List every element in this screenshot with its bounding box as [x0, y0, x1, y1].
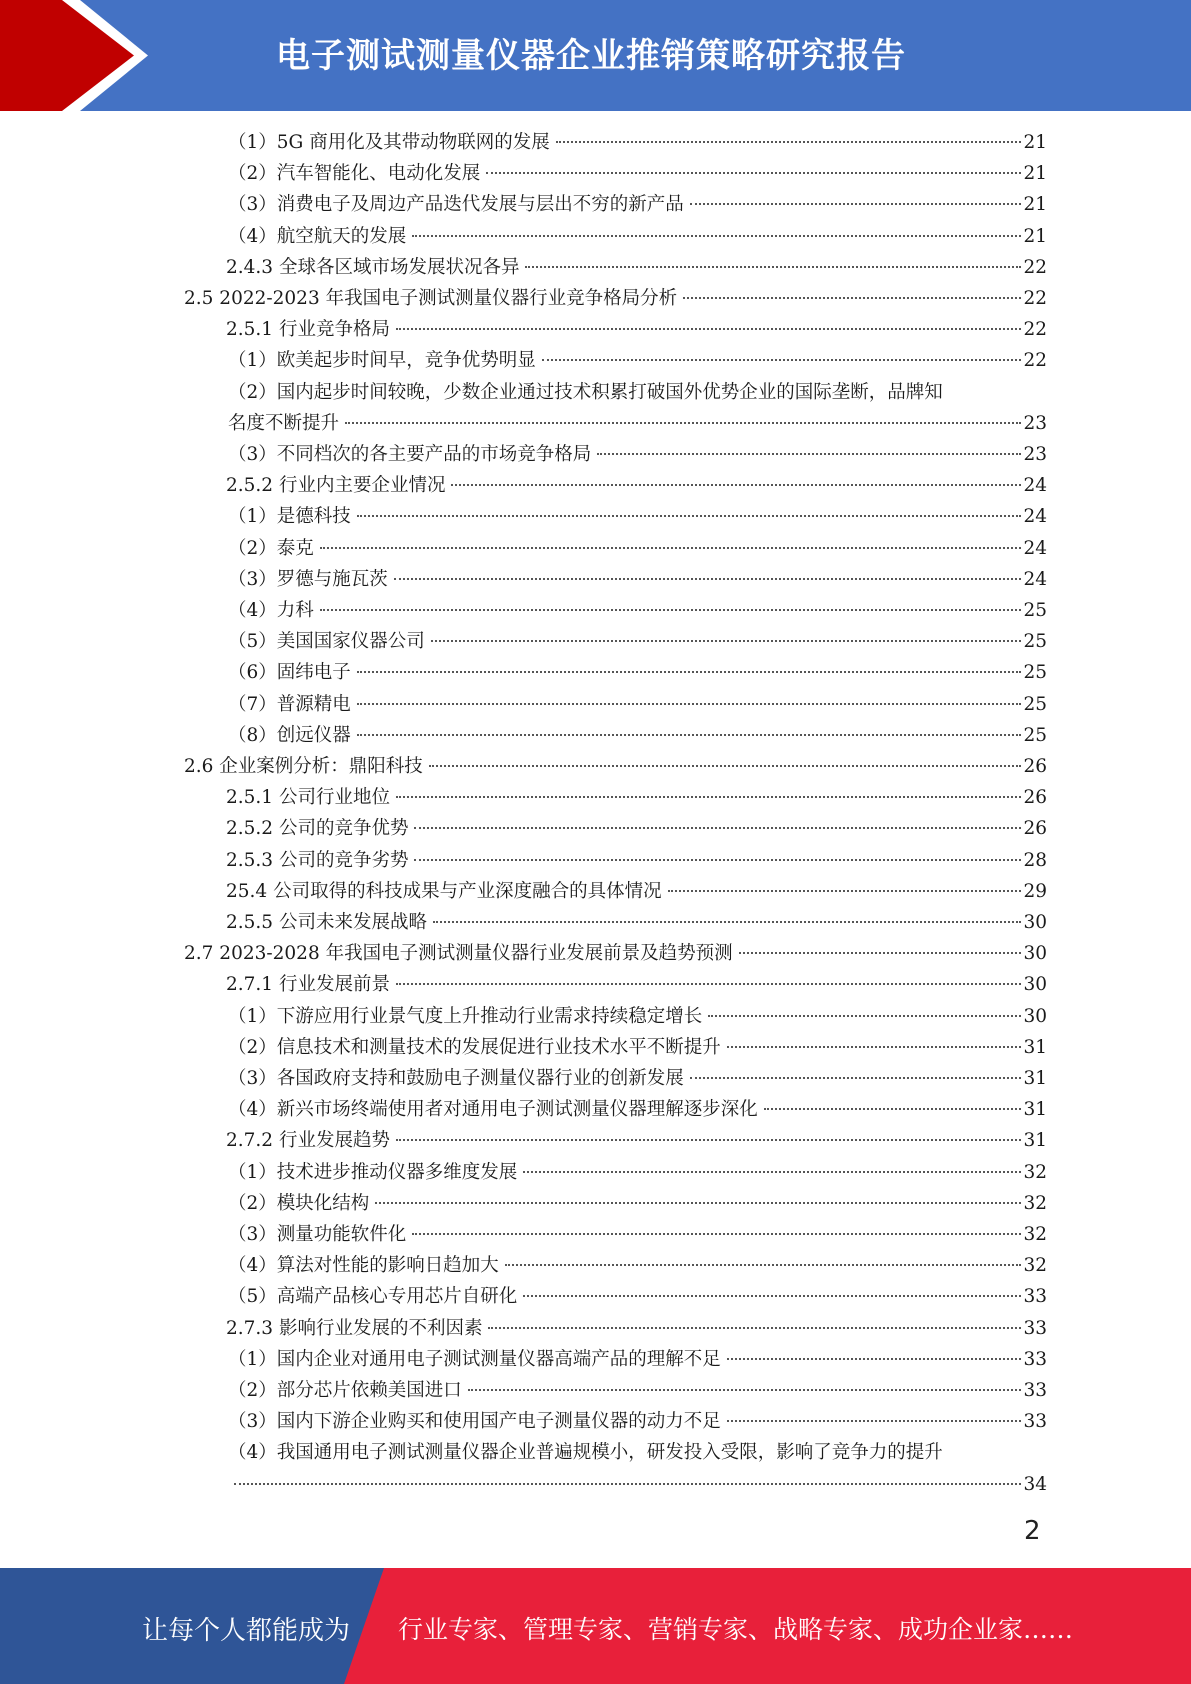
toc-leader-dots [396, 1139, 1021, 1141]
toc-leader-dots [523, 1171, 1021, 1173]
toc-page-number: 33 [1023, 1348, 1047, 1370]
toc-leader-dots [451, 484, 1021, 486]
toc-page-number: 24 [1023, 475, 1047, 497]
toc-page-number: 24 [1023, 568, 1047, 590]
toc-page-number: 31 [1023, 1130, 1047, 1152]
toc-entry-text: （7）普源精电 [228, 693, 351, 715]
toc-entry[interactable] [228, 158, 1047, 189]
toc-page-number: 22 [1023, 256, 1047, 278]
toc-entry[interactable] [228, 595, 1047, 626]
toc-entry-text: （1）5G 商用化及其带动物联网的发展 [228, 132, 550, 153]
toc-leader-dots [375, 1202, 1021, 1204]
toc-entry[interactable] [228, 1469, 1047, 1500]
toc-page-number: 21 [1023, 225, 1047, 247]
header-chevron-graphic [0, 0, 160, 111]
toc-page-number: 34 [1023, 1473, 1047, 1495]
toc-leader-dots [739, 952, 1022, 954]
toc-entry[interactable] [226, 470, 1047, 501]
toc-entry-text: 2.7.1 行业发展前景 [226, 974, 390, 996]
toc-page-number: 32 [1023, 1224, 1047, 1245]
toc-leader-dots [690, 1077, 1022, 1079]
footer-slogan-right: 行业专家、管理专家、营销专家、战略专家、成功企业家…… [398, 1615, 1074, 1644]
toc-entry-text: 2.4.3 全球各区域市场发展状况各异 [226, 256, 520, 278]
toc-entry-text: 2.5.2 公司的竞争优势 [226, 818, 409, 840]
toc-entry-text: 2.5.5 公司未来发展战略 [226, 912, 427, 933]
toc-page-number: 33 [1023, 1317, 1047, 1339]
toc-leader-dots [505, 1264, 1022, 1266]
toc-page-number: 22 [1023, 350, 1047, 372]
toc-page-number: 32 [1023, 1161, 1047, 1183]
toc-entry-text: （2）汽车智能化、电动化发展 [228, 163, 481, 185]
toc-entry[interactable] [226, 845, 1047, 876]
toc-entry-text: 2.7.2 行业发展趋势 [226, 1130, 390, 1152]
toc-entry-text: （4）新兴市场终端使用者对通用电子测试测量仪器理解逐步深化 [228, 1099, 758, 1121]
page-header [0, 0, 1191, 111]
toc-page-number: 25 [1023, 631, 1047, 653]
toc-leader-dots [764, 1108, 1022, 1110]
toc-entry-text: （1）技术进步推动仪器多维度发展 [228, 1161, 518, 1183]
toc-leader-dots [668, 890, 1022, 892]
document-title: 电子测试测量仪器企业推销策略研究报告 [276, 36, 906, 76]
toc-entry[interactable] [228, 533, 1047, 564]
toc-entry-text: （4）算法对性能的影响日趋加大 [228, 1255, 499, 1277]
toc-leader-dots [433, 921, 1021, 923]
toc-entry[interactable] [226, 907, 1047, 938]
toc-entry[interactable] [228, 439, 1047, 470]
toc-page-number: 23 [1023, 412, 1047, 434]
toc-leader-dots [708, 1015, 1021, 1017]
toc-entry-text: （3）不同档次的各主要产品的市场竞争格局 [228, 444, 592, 465]
toc-entry-text: 2.5.1 行业竞争格局 [226, 319, 390, 341]
toc-page-number: 25 [1023, 693, 1047, 715]
toc-leader-dots [357, 703, 1022, 705]
toc-entry[interactable] [226, 1313, 1047, 1344]
toc-entry-text: 2.5.2 行业内主要企业情况 [226, 475, 446, 497]
toc-page-number: 21 [1023, 163, 1047, 185]
toc-entry[interactable] [228, 1344, 1047, 1375]
toc-entry-text: 2.7 2023-2028 年我国电子测试测量仪器行业发展前景及趋势预测 [184, 943, 733, 965]
toc-leader-dots [556, 141, 1022, 143]
toc-leader-dots [523, 1295, 1021, 1297]
toc-entry[interactable] [228, 1406, 1047, 1437]
toc-entry-text: 2.5 2022-2023 年我国电子测试测量仪器行业竞争格局分析 [184, 288, 678, 309]
toc-page-number: 29 [1023, 880, 1047, 902]
toc-entry-text: 2.5.1 公司行业地位 [226, 787, 390, 809]
toc-entry[interactable] [228, 1188, 1047, 1219]
toc-leader-dots [412, 1233, 1021, 1235]
toc-leader-dots [429, 765, 1022, 767]
toc-entry-text: （2）部分芯片依赖美国进口 [228, 1380, 462, 1401]
toc-entry[interactable] [226, 969, 1047, 1000]
toc-page-number: 33 [1023, 1286, 1047, 1308]
toc-entry[interactable] [226, 782, 1047, 813]
toc-page-number: 31 [1023, 1036, 1047, 1058]
toc-entry[interactable] [228, 221, 1047, 252]
toc-page-number: 24 [1023, 506, 1047, 528]
toc-entry-text: （6）固纬电子 [228, 662, 351, 684]
toc-entry-text: （3）各国政府支持和鼓励电子测量仪器行业的创新发展 [228, 1068, 684, 1089]
toc-entry[interactable] [228, 720, 1047, 751]
toc-entry-text: （5）美国国家仪器公司 [228, 631, 425, 653]
toc-page-number: 26 [1023, 787, 1047, 809]
toc-entry-text: 2.6 企业案例分析：鼎阳科技 [184, 756, 423, 777]
toc-page-number: 22 [1023, 288, 1047, 309]
toc-leader-dots [597, 453, 1021, 455]
toc-entry-text[interactable]: （4）我国通用电子测试测量仪器企业普遍规模小，研发投入受限，影响了竞争力的提升 [228, 1442, 943, 1464]
toc-entry[interactable] [226, 813, 1047, 844]
toc-page-number: 32 [1023, 1255, 1047, 1277]
toc-entry-text: （4）力科 [228, 600, 314, 621]
toc-leader-dots [357, 671, 1022, 673]
toc-entry[interactable] [228, 1001, 1047, 1032]
toc-leader-dots [690, 203, 1022, 205]
toc-entry-text: （3）消费电子及周边产品迭代发展与层出不穷的新产品 [228, 194, 684, 216]
toc-entry[interactable] [228, 1281, 1047, 1312]
toc-entry-text: （1）下游应用行业景气度上升推动行业需求持续稳定增长 [228, 1005, 703, 1027]
toc-leader-dots [396, 983, 1021, 985]
toc-page-number: 23 [1023, 444, 1047, 465]
toc-entry[interactable] [226, 876, 1047, 907]
toc-page-number: 24 [1023, 537, 1047, 559]
toc-page-number: 22 [1023, 319, 1047, 341]
toc-leader-dots [412, 235, 1021, 237]
toc-page-number: 28 [1023, 849, 1047, 871]
toc-page-number: 25 [1023, 600, 1047, 621]
toc-entry[interactable] [228, 1375, 1047, 1406]
toc-entry-text: （2）模块化结构 [228, 1192, 370, 1214]
toc-page-number: 21 [1023, 194, 1047, 216]
toc-entry[interactable] [228, 689, 1047, 720]
toc-page-number: 30 [1023, 912, 1047, 933]
toc-page-number: 31 [1023, 1068, 1047, 1089]
toc-entry[interactable] [228, 564, 1047, 595]
toc-entry[interactable] [228, 345, 1047, 376]
toc-leader-dots [727, 1420, 1022, 1422]
toc-entry-text: 2.5.3 公司的竞争劣势 [226, 849, 409, 871]
toc-entry[interactable] [228, 1032, 1047, 1063]
toc-leader-dots [683, 297, 1021, 299]
toc-entry[interactable] [226, 314, 1047, 345]
toc-page-number: 33 [1023, 1411, 1047, 1433]
page-footer [0, 1568, 1191, 1684]
toc-entry-text: 25.4 公司取得的科技成果与产业深度融合的具体情况 [226, 880, 662, 902]
toc-entry[interactable] [184, 751, 1047, 782]
toc-leader-dots [542, 359, 1022, 361]
toc-leader-dots [488, 1327, 1021, 1329]
toc-leader-dots [357, 734, 1022, 736]
toc-page-number: 21 [1023, 132, 1047, 153]
toc-leader-dots [727, 1046, 1022, 1048]
toc-page-number: 25 [1023, 662, 1047, 684]
toc-entry[interactable] [228, 1250, 1047, 1281]
toc-entry[interactable] [228, 1219, 1047, 1250]
toc-entry[interactable] [228, 189, 1047, 220]
toc-entry-text: （4）航空航天的发展 [228, 225, 407, 247]
toc-entry-text: （3）国内下游企业购买和使用国产电子测量仪器的动力不足 [228, 1411, 721, 1433]
toc-page-number: 30 [1023, 974, 1047, 996]
toc-page-number: 32 [1023, 1192, 1047, 1214]
toc-leader-dots [234, 1483, 1021, 1485]
toc-entry[interactable] [228, 1094, 1047, 1125]
toc-entry-text: （8）创远仪器 [228, 724, 351, 746]
toc-page-number: 25 [1023, 724, 1047, 746]
toc-entry[interactable] [228, 1063, 1047, 1094]
toc-entry[interactable] [228, 408, 1047, 439]
toc-entry[interactable] [226, 252, 1047, 283]
page-number: 2 [1024, 1516, 1041, 1546]
toc-entry[interactable] [184, 283, 1047, 314]
toc-entry-text: （5）高端产品核心专用芯片自研化 [228, 1286, 518, 1308]
toc-page-number: 26 [1023, 818, 1047, 840]
toc-entry-text: 2.7.3 影响行业发展的不利因素 [226, 1317, 483, 1339]
toc-entry[interactable] [228, 657, 1047, 688]
toc-leader-dots [396, 328, 1021, 330]
toc-leader-dots [320, 547, 1022, 549]
toc-entry-text: （2）泰克 [228, 537, 314, 559]
toc-leader-dots [394, 578, 1022, 580]
toc-entry-text[interactable]: （2）国内起步时间较晚，少数企业通过技术积累打破国外优势企业的国际垄断，品牌知 [228, 381, 943, 403]
toc-leader-dots [414, 859, 1021, 861]
toc-entry-text: （3）测量功能软件化 [228, 1224, 407, 1245]
toc-entry-text: （1）欧美起步时间早，竞争优势明显 [228, 350, 536, 372]
footer-slogan-left: 让每个人都能成为 [142, 1616, 351, 1646]
toc-entry[interactable] [184, 938, 1047, 969]
toc-leader-dots [431, 640, 1022, 642]
toc-entry[interactable] [228, 127, 1047, 158]
toc-entry[interactable] [228, 1157, 1047, 1188]
toc-leader-dots [320, 609, 1022, 611]
toc-leader-dots [357, 515, 1022, 517]
toc-entry[interactable] [228, 626, 1047, 657]
chevron-red [0, 0, 134, 111]
toc-leader-dots [396, 796, 1021, 798]
toc-entry[interactable] [228, 501, 1047, 532]
toc-page-number: 26 [1023, 756, 1047, 777]
toc-entry-text-cont: 名度不断提升 [228, 412, 340, 434]
toc-page-number: 30 [1023, 1005, 1047, 1027]
toc-page-number: 33 [1023, 1380, 1047, 1401]
toc-leader-dots [345, 422, 1021, 424]
toc-entry-text: （1）国内企业对通用电子测试测量仪器高端产品的理解不足 [228, 1348, 721, 1370]
toc-leader-dots [727, 1358, 1022, 1360]
toc-leader-dots [468, 1389, 1022, 1391]
toc-page-number: 30 [1023, 943, 1047, 965]
toc-entry-text: （2）信息技术和测量技术的发展促进行业技术水平不断提升 [228, 1036, 721, 1058]
toc-leader-dots [525, 266, 1021, 268]
toc-entry-text: （1）是德科技 [228, 506, 351, 528]
toc-entry-text: （3）罗德与施瓦茨 [228, 568, 388, 590]
toc-leader-dots [414, 827, 1021, 829]
toc-page-number: 31 [1023, 1099, 1047, 1121]
toc-leader-dots [486, 172, 1021, 174]
toc-entry[interactable] [226, 1125, 1047, 1156]
